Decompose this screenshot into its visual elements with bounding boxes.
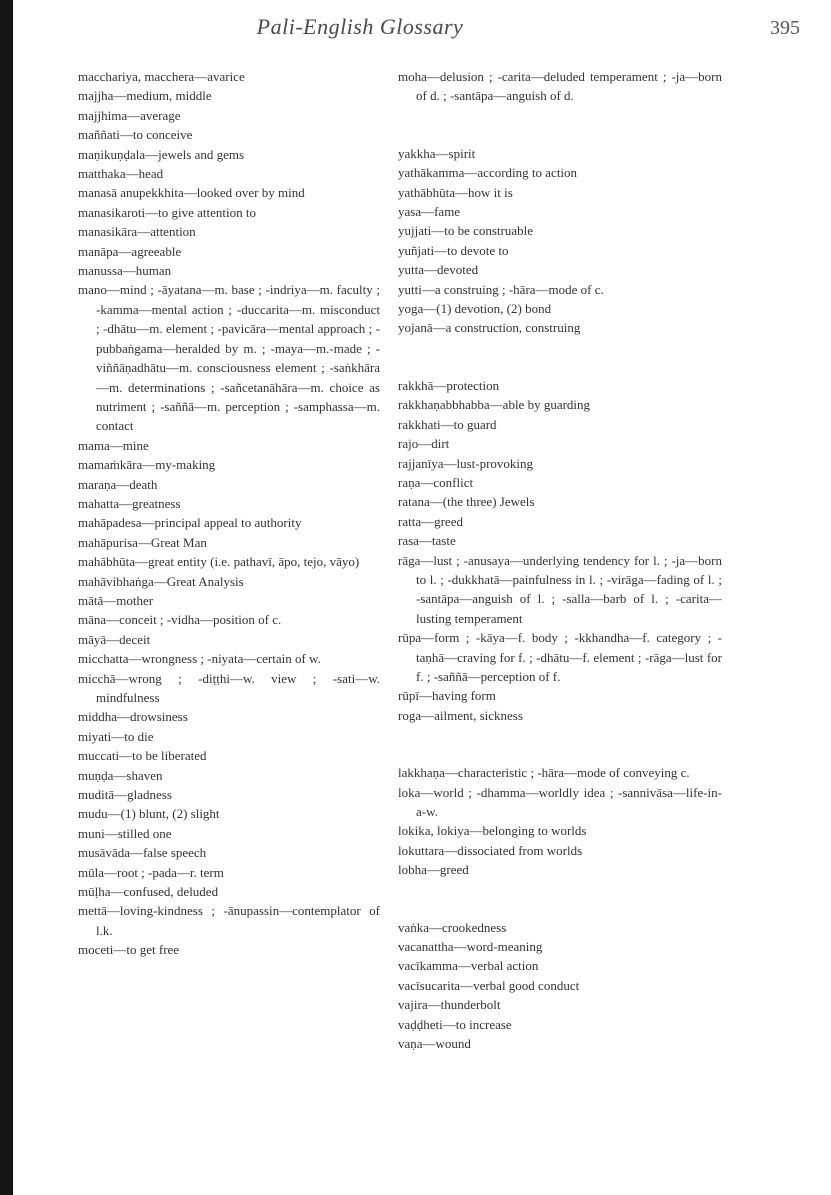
glossary-entry: muccati—to be liberated [78, 748, 207, 764]
glossary-entry: rakkhaṇabbhabba—able by guarding [398, 397, 591, 413]
glossary-entry: mahāvibhaṅga—Great Analysis [78, 573, 244, 589]
glossary-entry: yasa—fame [398, 204, 461, 220]
glossary-entry: moha—delusion ; -carita—deluded temperament ; -ja—born of d. ; -santāpa—anguish of d. [398, 69, 722, 104]
glossary-entry: vaḍḍheti—to increase [398, 1016, 512, 1032]
glossary-entry: vacīkamma—verbal action [398, 958, 539, 974]
glossary-entry: maṇikuṇḍala—jewels and gems [78, 146, 245, 162]
glossary-entry: yathābhūta—how it is [398, 184, 513, 200]
glossary-entry: vaṇa—wound [398, 1036, 471, 1052]
letter-section-gap [398, 725, 722, 763]
glossary-entry: mahāpadesa—principal appeal to authority [78, 515, 302, 531]
glossary-entry: middha—drowsiness [78, 709, 188, 725]
glossary-entry: raṇa—conflict [398, 474, 474, 490]
glossary-entry: mahābhūta—great entity (i.e. pathavī, āpo, tejo, vāyo) [78, 554, 360, 570]
glossary-entry: muṇḍa—shaven [78, 767, 163, 783]
glossary-entry: manasā anupekkhita—looked over by mind [78, 185, 305, 201]
page-edge-shadow [0, 0, 13, 1195]
glossary-entry: yojanā—a construction, construing [398, 320, 581, 336]
glossary-entry: lakkhaṇa—characteristic ; -hāra—mode of conveying c. [398, 765, 690, 781]
glossary-entry: manasikaroti—to give attention to [78, 204, 256, 220]
glossary-entry: muditā—gladness [78, 787, 172, 803]
glossary-entry: vajira—thunderbolt [398, 997, 501, 1013]
glossary-entry: rakkhā—protection [398, 377, 500, 393]
glossary-entry: mūla—root ; -pada—r. term [78, 864, 224, 880]
glossary-entry: musāvāda—false speech [78, 845, 207, 861]
glossary-entry: rajjanīya—lust-provoking [398, 455, 534, 471]
glossary-entry: yuñjati—to devote to [398, 242, 509, 258]
glossary-entry: manāpa—agreeable [78, 243, 182, 259]
glossary-entry: mātā—mother [78, 592, 154, 608]
glossary-entry: mūḷha—confused, deluded [78, 884, 219, 900]
glossary-entry: yutta—devoted [398, 262, 479, 278]
glossary-entry: micchatta—wrongness ; -niyata—certain of w. [78, 651, 321, 667]
glossary-entry: yujjati—to be construable [398, 223, 534, 239]
glossary-entry: mahāpurisa—Great Man [78, 534, 207, 550]
glossary-entry: manussa—human [78, 263, 172, 279]
glossary-entry: roga—ailment, sickness [398, 707, 523, 723]
glossary-entry: rasa—taste [398, 533, 456, 549]
glossary-entry: moceti—to get free [78, 942, 180, 958]
glossary-entry: mudu—(1) blunt, (2) slight [78, 806, 220, 822]
glossary-left-column [78, 67, 380, 960]
page-number: 395 [770, 17, 800, 39]
page-title: Pali-English Glossary [256, 14, 464, 39]
glossary-entry: lobha—greed [398, 862, 469, 878]
glossary-entry: rakkhati—to guard [398, 416, 497, 432]
glossary-entry: micchā—wrong ; -diṭṭhi—w. view ; -sati—w. mindfulness [78, 670, 380, 705]
glossary-entry: ratana—(the three) Jewels [398, 494, 535, 510]
glossary-entry: rūpa—form ; -kāya—f. body ; -kkhandha—f. category ; -taṇhā—craving for f. ; -dhātu—f. element ; -rāga—lust for f. ; -saññā—perception of f. [398, 630, 722, 684]
glossary-entry: māna—conceit ; -vidha—position of c. [78, 612, 282, 628]
letter-section-gap [398, 338, 722, 376]
glossary-entry: manasikāra—attention [78, 224, 196, 240]
glossary-entry: mahatta—greatness [78, 495, 181, 511]
glossary-entry: rūpī—having form [398, 688, 496, 704]
glossary-entry: vacanattha—word-meaning [398, 939, 543, 955]
glossary-entry: mama—mine [78, 437, 149, 453]
glossary-entry: loka—world ; -dhamma—worldly idea ; -sannivāsa—life-in-a-w. [398, 784, 722, 819]
glossary-entry: muni—stilled one [78, 825, 172, 841]
glossary-entry: ratta—greed [398, 513, 463, 529]
glossary-right-column [398, 67, 722, 1053]
glossary-entry: vacīsucarita—verbal good conduct [398, 977, 580, 993]
letter-section-gap [398, 106, 722, 144]
glossary-entry: yathākamma—according to action [398, 165, 578, 181]
glossary-entry: mettā—loving-kindness ; -ānupassin—contemplator of l.k. [78, 903, 380, 938]
glossary-entry: maraṇa—death [78, 476, 158, 492]
glossary-entry: majjha—medium, middle [78, 88, 212, 104]
glossary-entry: rāga—lust ; -anusaya—underlying tendency for l. ; -ja—born to l. ; -dukkhatā—painfulness in l. ; -virāga—fading of l. ; -santāpa—anguish of l. ; -salla—barb of l. ; -carita—lusting temperament [398, 552, 722, 626]
glossary-entry: mamaṁkāra—my-making [78, 457, 216, 473]
glossary-entry: lokuttara—dissociated from worlds [398, 842, 583, 858]
letter-section-gap [398, 880, 722, 918]
glossary-entry: yutti—a construing ; -hāra—mode of c. [398, 281, 604, 297]
glossary-entry: yakkha—spirit [398, 145, 476, 161]
glossary-entry: macchariya, macchera—avarice [78, 69, 245, 84]
glossary-entry: miyati—to die [78, 728, 154, 744]
glossary-entry: rajo—dirt [398, 436, 450, 452]
glossary-entry: yoga—(1) devotion, (2) bond [398, 301, 552, 317]
glossary-entry: lokika, lokiya—belonging to worlds [398, 823, 587, 839]
glossary-entry: māyā—deceit [78, 631, 151, 647]
glossary-entry: mano—mind ; -āyatana—m. base ; -indriya—m. faculty ; -kamma—mental action ; -duccarita—m. misconduct ; -dhātu—m. element ; -pavicāra—mental approach ; -pubbaṅgama—heralded by m. ; -maya—m.-made ; -viññāṇadhātu—m. consciousness element ; -saṅkhāra—m. determinations ; -sañcetanāhāra—m. choice as nutriment ; -saññā—m. perception ; -samphassa—m. contact [78, 282, 380, 434]
glossary-entry: vaṅka—crookedness [398, 919, 507, 935]
glossary-entry: majjhima—average [78, 107, 181, 123]
glossary-entry: matthaka—head [78, 166, 164, 182]
glossary-entry: maññati—to conceive [78, 127, 193, 143]
